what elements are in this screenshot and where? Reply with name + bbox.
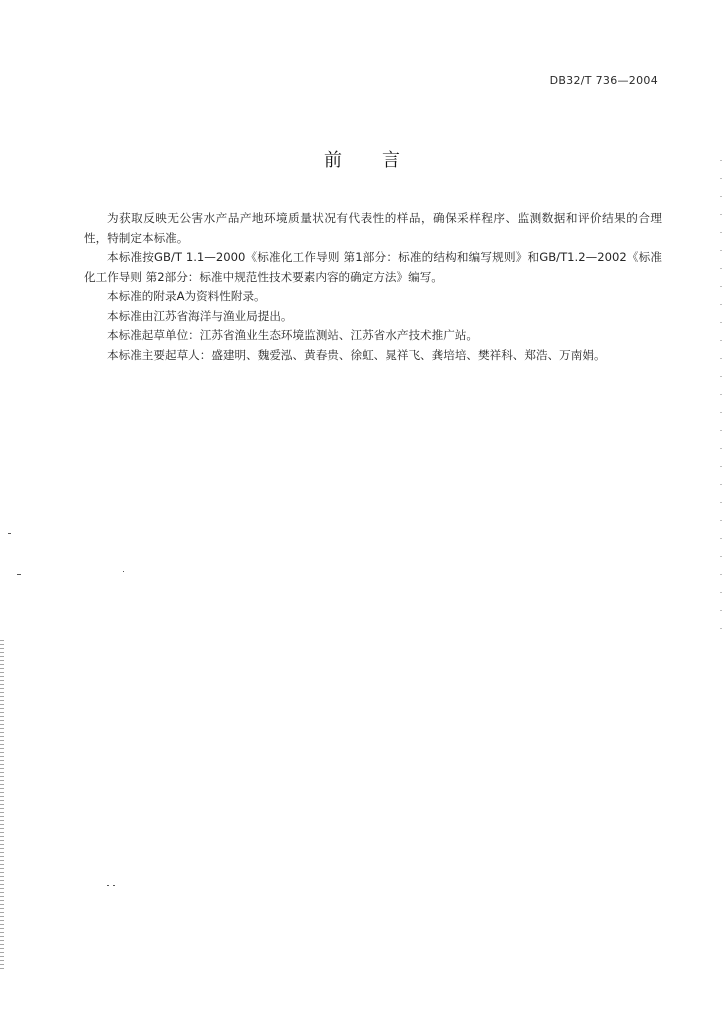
scan-edge-artifact-left [0, 640, 4, 970]
page-title: 前言 [324, 150, 440, 171]
scan-edge-artifact-right [720, 160, 722, 640]
paragraph-appendix: 本标准的附录A为资料性附录。 [107, 289, 266, 303]
paragraph-proposer: 本标准由江苏省海洋与渔业局提出。 [107, 308, 293, 323]
document-code: DB32/T 736—2004 [549, 74, 658, 87]
scan-speck [17, 574, 21, 575]
paragraph-purpose: 为获取反映无公害水产品产地环境质量状况有代表性的样品，确保采样程序、监测数据和评价结果的合理性，特制定本标准。 [84, 211, 662, 245]
scan-speck [113, 885, 115, 886]
paragraph-drafting-rules: 本标准按GB/T 1.1—2000《标准化工作导则 第1部分：标准的结构和编写规则》和GB/T1.2—2002《标准化工作导则 第2部分：标准中规范性技术要素内容的确定方法》编写。 [84, 250, 662, 284]
paragraph-drafters: 本标准主要起草人：盛建明、魏爱泓、黄春贵、徐虹、晁祥飞、龚培培、樊祥科、郑浩、万南娟。 [107, 347, 606, 362]
scan-speck [123, 571, 124, 572]
scan-speck [8, 533, 11, 534]
scan-speck [107, 885, 109, 886]
paragraph-drafting-units: 本标准起草单位：江苏省渔业生态环境监测站、江苏省水产技术推广站。 [107, 328, 479, 342]
foreword-body [84, 209, 662, 365]
